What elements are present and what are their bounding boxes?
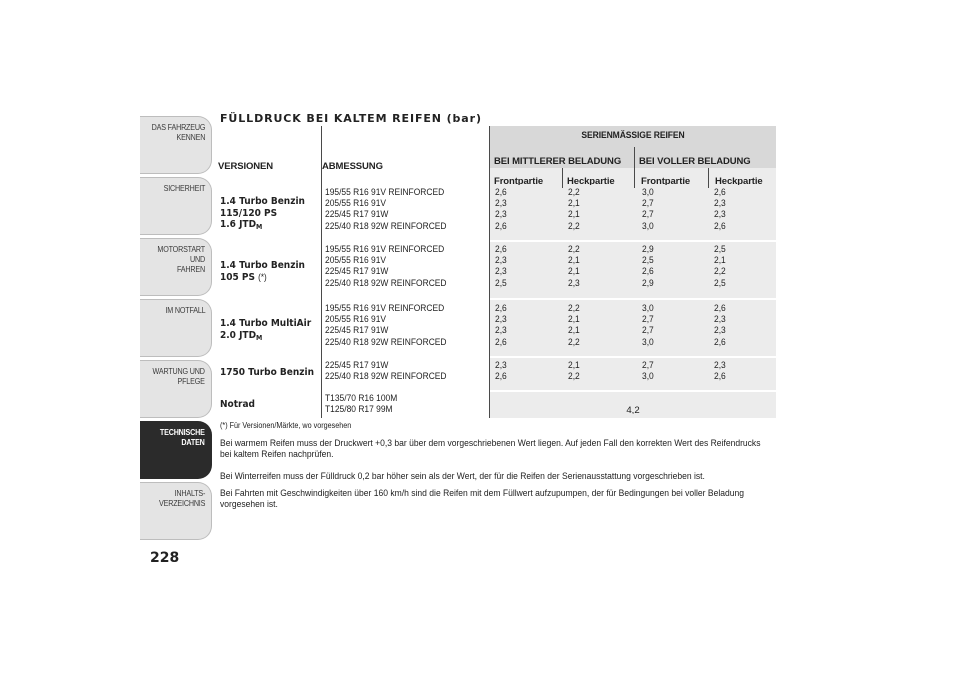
cell-text: T135/70 R16 100M: [325, 393, 398, 404]
cell-text: Frontpartie: [641, 176, 691, 185]
cell-text: T125/80 R17 99M: [325, 404, 393, 416]
cell-text: 2,1: [568, 266, 580, 278]
cell-text: 225/40 R18 92W REINFORCED: [325, 220, 447, 232]
cell-text: 2,3: [714, 314, 726, 326]
cell-text: 2,2: [568, 303, 580, 314]
chapter-tab-motorstart-und-fahren[interactable]: [140, 238, 212, 296]
cell-text: 2,2: [568, 371, 580, 383]
cell-text: 2,3: [495, 209, 507, 221]
cell-text: 2,6: [495, 220, 507, 232]
chapter-tab-label: IM NOTFALL: [164, 306, 205, 315]
cell-text: 2,3: [714, 198, 726, 210]
cell-text: 2,3: [495, 255, 507, 267]
chapter-tab-sicherheit[interactable]: [140, 177, 212, 235]
cell-text: ABMESSUNG: [322, 161, 383, 170]
page-number: 228: [150, 550, 180, 566]
paragraph-winter-tires: Bei Winterreifen muss der Fülldruck 0,2 bar höher sein als der Wert, der für die Reifen der Serienausstattung vorgeschrieben ist.: [220, 471, 705, 482]
column-divider: [634, 147, 635, 188]
cell-text: Frontpartie: [494, 176, 544, 185]
cell-text: 2,1: [568, 198, 580, 210]
chapter-tab-label: INHALTS- VERZEICHNIS: [158, 489, 205, 508]
pressure-cell: [714, 244, 754, 290]
header-serienmaessige-reifen: [490, 130, 776, 144]
chapter-tab-wartung-und-pflege[interactable]: [140, 360, 212, 418]
cell-text: 2,3: [495, 198, 507, 210]
header-abmessung: [322, 156, 482, 170]
version-cell: [220, 367, 324, 381]
cell-text: 2,3: [714, 209, 726, 221]
cell-text: 225/45 R17 91W: [325, 209, 389, 221]
cell-text: 2,6: [714, 336, 726, 348]
column-divider: [489, 126, 490, 418]
cell-text: 2,3: [714, 360, 726, 371]
tire-size-cell: [325, 303, 490, 349]
chapter-tab-technische-daten[interactable]: [140, 421, 212, 479]
pressure-cell: [642, 187, 682, 233]
chapter-tab-label: SICHERHEIT: [163, 184, 205, 193]
cell-text: 2,1: [568, 209, 580, 221]
cell-text: 2,6: [495, 187, 507, 198]
header-versionen: [218, 156, 318, 170]
pressure-cell: [568, 303, 608, 349]
cell-text: 2,5: [714, 244, 726, 255]
page-title: FÜLLDRUCK BEI KALTEM REIFEN (bar): [220, 112, 482, 125]
cell-text: 2,2: [568, 187, 580, 198]
header-heckpartie-voll: [715, 171, 775, 185]
tire-size-cell: [325, 187, 490, 233]
chapter-tab-label: TECHNISCHE DATEN: [160, 428, 205, 447]
cell-text: 2,6: [714, 303, 726, 314]
cell-text: 205/55 R16 91V: [325, 255, 387, 267]
cell-text: SERIENMÄSSIGE REIFEN: [581, 130, 685, 141]
cell-text: 2,9: [642, 277, 654, 289]
cell-text: 2,6: [714, 187, 726, 198]
header-frontpartie-mittel: [494, 171, 560, 185]
cell-text: 2,6: [714, 220, 726, 232]
chapter-tab-label: WARTUNG UND PFLEGE: [152, 367, 205, 386]
chapter-tab-label: DAS FAHRZEUG KENNEN: [151, 123, 205, 142]
pressure-cell: [568, 187, 608, 233]
header-frontpartie-voll: [641, 171, 707, 185]
chapter-tab-inhaltsverzeichnis[interactable]: [140, 482, 212, 540]
cell-text: 3,0: [642, 336, 654, 348]
cell-text: 3,0: [642, 220, 654, 232]
pressure-cell: [495, 187, 535, 233]
cell-text: 2,7: [642, 360, 654, 371]
cell-text: 3,0: [642, 303, 654, 314]
cell-text: 2,3: [495, 314, 507, 326]
cell-text: Heckpartie: [567, 176, 615, 185]
chapter-tab-label: MOTORSTART UND FAHREN: [157, 245, 205, 274]
cell-text: 2,3: [714, 325, 726, 337]
pressure-cell: [495, 303, 535, 349]
column-divider: [321, 126, 322, 418]
cell-text: 2,3: [495, 266, 507, 278]
tire-pressure-table: [218, 126, 776, 418]
row-separator: [490, 240, 776, 242]
footnote: (*) Für Versionen/Märkte, wo vorgesehen: [220, 421, 352, 430]
cell-text: 2,6: [642, 266, 654, 278]
header-heckpartie-mittel: [567, 171, 633, 185]
version-cell: [220, 260, 322, 288]
cell-text: 225/40 R18 92W REINFORCED: [325, 371, 447, 383]
pressure-cell: [714, 187, 754, 233]
cell-text: 195/55 R16 91V REINFORCED: [325, 303, 445, 314]
row-separator: [490, 356, 776, 358]
cell-text: 1.4 Turbo MultiAir 2.0 $JTD_M$: [220, 318, 312, 342]
cell-text: 2,2: [568, 220, 580, 232]
cell-text: 2,3: [568, 277, 580, 289]
pressure-cell: [642, 244, 682, 290]
cell-text: 2,1: [568, 325, 580, 337]
pressure-cell: [568, 244, 608, 290]
cell-text: 225/45 R17 91W: [325, 266, 389, 278]
cell-text: 2,1: [714, 255, 726, 267]
cell-text: 1750 Turbo Benzin: [220, 367, 315, 378]
cell-text: 2,7: [642, 209, 654, 221]
cell-text: 2,5: [714, 277, 726, 289]
cell-text: 205/55 R16 91V: [325, 198, 387, 210]
cell-text: BEI MITTLERER BELADUNG: [494, 156, 622, 165]
cell-text: BEI VOLLER BELADUNG: [639, 156, 751, 165]
cell-text: 2,7: [642, 314, 654, 326]
cell-text: 2,5: [495, 277, 507, 289]
cell-text: VERSIONEN: [218, 161, 274, 170]
cell-text: 3,0: [642, 371, 654, 383]
cell-text: 2,3: [495, 325, 507, 337]
cell-text: 225/40 R18 92W REINFORCED: [325, 277, 447, 289]
chapter-tab-das-fahrzeug-kennen[interactable]: [140, 116, 212, 174]
cell-text: 2,5: [642, 255, 654, 267]
cell-text: 205/55 R16 91V: [325, 314, 387, 326]
cell-text: 225/45 R17 91W: [325, 360, 389, 371]
version-cell: [220, 318, 322, 348]
cell-text: Notrad: [220, 399, 255, 410]
cell-text: 2,7: [642, 325, 654, 337]
pressure-cell: [568, 360, 608, 384]
header-volle-beladung: [639, 151, 774, 165]
cell-text: 2,6: [714, 371, 726, 383]
cell-text: 2,6: [495, 336, 507, 348]
cell-text: 2,1: [568, 360, 580, 371]
pressure-cell: [495, 244, 535, 290]
cell-text: 2,3: [495, 360, 507, 371]
cell-text: 1.4 Turbo Benzin 105 PS (*): [220, 260, 305, 283]
cell-text: 2,6: [495, 303, 507, 314]
column-divider: [562, 168, 563, 188]
cell-text: Heckpartie: [715, 176, 763, 185]
cell-text: 2,1: [568, 314, 580, 326]
version-cell: [220, 196, 322, 236]
tire-size-cell: [325, 360, 490, 384]
cell-text: 195/55 R16 91V REINFORCED: [325, 244, 445, 255]
cell-text: 195/55 R16 91V REINFORCED: [325, 187, 445, 198]
pressure-cell: [642, 303, 682, 349]
row-separator: [490, 390, 776, 392]
cell-text: 2,1: [568, 255, 580, 267]
pressure-cell: [714, 360, 754, 384]
pressure-cell: [495, 360, 535, 384]
cell-text: 2,6: [495, 371, 507, 383]
header-mittlere-beladung: [494, 151, 629, 165]
cell-text: 225/45 R17 91W: [325, 325, 389, 337]
paragraph-high-speed: Bei Fahrten mit Geschwindigkeiten über 160 km/h sind die Reifen mit dem Füllwert aufzupumpen, der für Bedingungen bei voller Beladung vorgesehen ist.: [220, 488, 744, 511]
pressure-cell: [714, 303, 754, 349]
cell-text: 2,2: [568, 336, 580, 348]
notrad-tire-size-cell: [325, 393, 490, 417]
cell-text: 3,0: [642, 187, 654, 198]
paragraph-warm-tires: Bei warmem Reifen muss der Druckwert +0,3 bar über dem vorgeschriebenen Wert liegen. Auf jeden Fall den korrekten Wert des Reifendrucks bei kaltem Reifen nachprüfen.: [220, 438, 761, 461]
tire-size-cell: [325, 244, 490, 290]
column-divider: [708, 168, 709, 188]
notrad-label: [220, 399, 320, 413]
cell-text: 2,2: [714, 266, 726, 278]
cell-text: 2,2: [568, 244, 580, 255]
cell-text: 2,7: [642, 198, 654, 210]
cell-text: 2,6: [495, 244, 507, 255]
row-separator: [490, 298, 776, 300]
cell-text: 2,9: [642, 244, 654, 255]
cell-text: 225/40 R18 92W REINFORCED: [325, 336, 447, 348]
notrad-pressure-value: 4,2: [626, 405, 640, 414]
pressure-cell: [642, 360, 682, 384]
chapter-tab-im-notfall[interactable]: [140, 299, 212, 357]
cell-text: 1.4 Turbo Benzin 115/120 PS 1.6 $JTD_M$: [220, 196, 305, 231]
